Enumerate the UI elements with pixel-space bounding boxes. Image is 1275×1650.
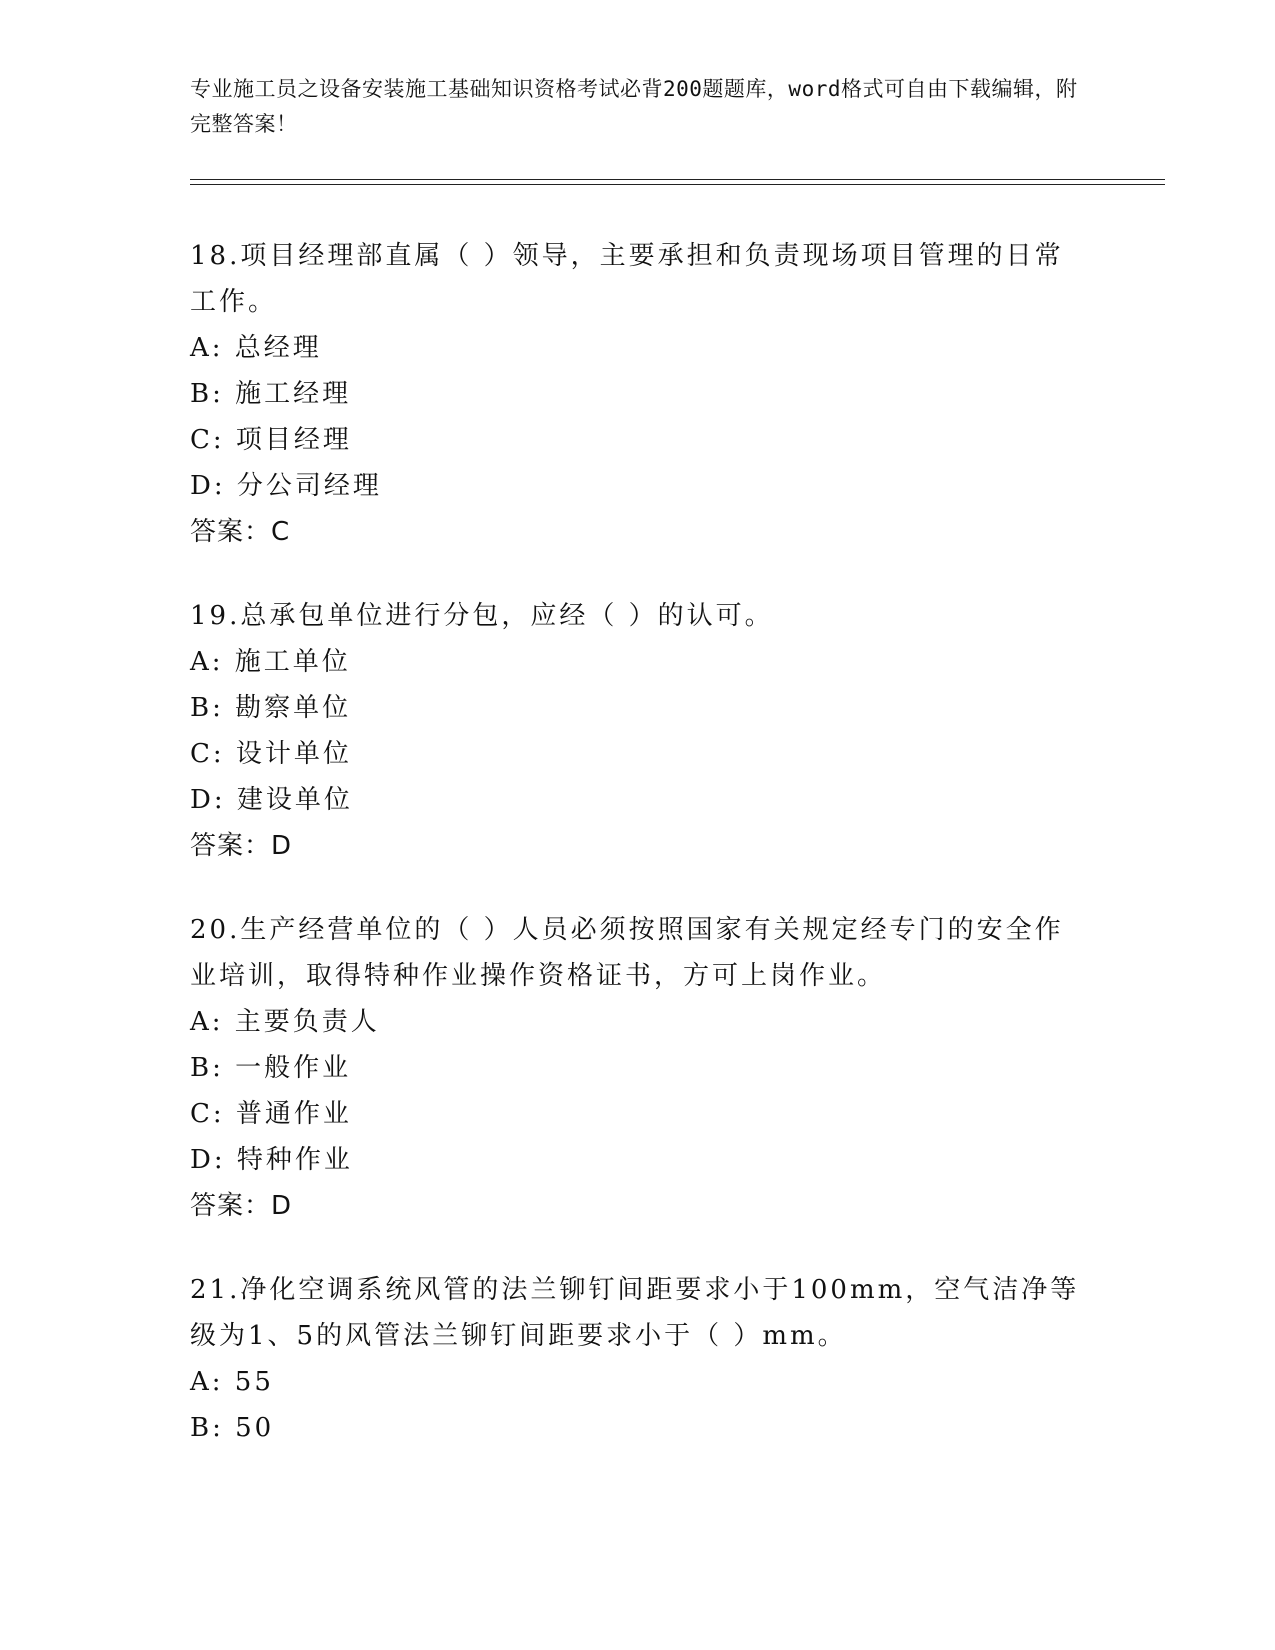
header-divider-bottom (190, 184, 1165, 185)
question-text: 20.生产经营单位的（ ）人员必须按照国家有关规定经专门的安全作业培训，取得特种作业操作资格证书，方可上岗作业。 (190, 915, 1064, 991)
document-header: 专业施工员之设备安装施工基础知识资格考试必背200题题库，word格式可自由下载编辑，附完整答案！ (190, 77, 1078, 136)
option-b: B: 施工经理 (190, 379, 352, 409)
question-21 (190, 1267, 1090, 1451)
question-text: 19.总承包单位进行分包，应经（ ）的认可。 (190, 601, 774, 631)
answer-line: 答案：D (190, 831, 293, 861)
answer-line: 答案：C (190, 517, 291, 547)
option-c: C: 设计单位 (190, 739, 352, 769)
question-19 (190, 593, 1090, 869)
question-18 (190, 233, 1090, 555)
question-20 (190, 907, 1090, 1229)
header-divider-top (190, 179, 1165, 180)
question-text: 18.项目经理部直属（ ）领导，主要承担和负责现场项目管理的日常工作。 (190, 241, 1064, 317)
option-a: A: 主要负责人 (190, 1007, 380, 1037)
option-c: C: 项目经理 (190, 425, 352, 455)
option-b: B: 50 (190, 1413, 275, 1443)
question-list (190, 233, 1090, 1489)
option-a: A: 施工单位 (190, 647, 351, 677)
option-b: B: 一般作业 (190, 1053, 352, 1083)
option-c: C: 普通作业 (190, 1099, 352, 1129)
option-b: B: 勘察单位 (190, 693, 352, 723)
option-a: A: 55 (190, 1367, 274, 1397)
question-text: 21.净化空调系统风管的法兰铆钉间距要求小于100mm，空气洁净等级为1、5的风管法兰铆钉间距要求小于（ ）mm。 (190, 1275, 1080, 1351)
option-d: D: 建设单位 (190, 785, 353, 815)
answer-line: 答案：D (190, 1191, 293, 1221)
option-d: D: 分公司经理 (190, 471, 382, 501)
option-a: A: 总经理 (190, 333, 322, 363)
option-d: D: 特种作业 (190, 1145, 353, 1175)
